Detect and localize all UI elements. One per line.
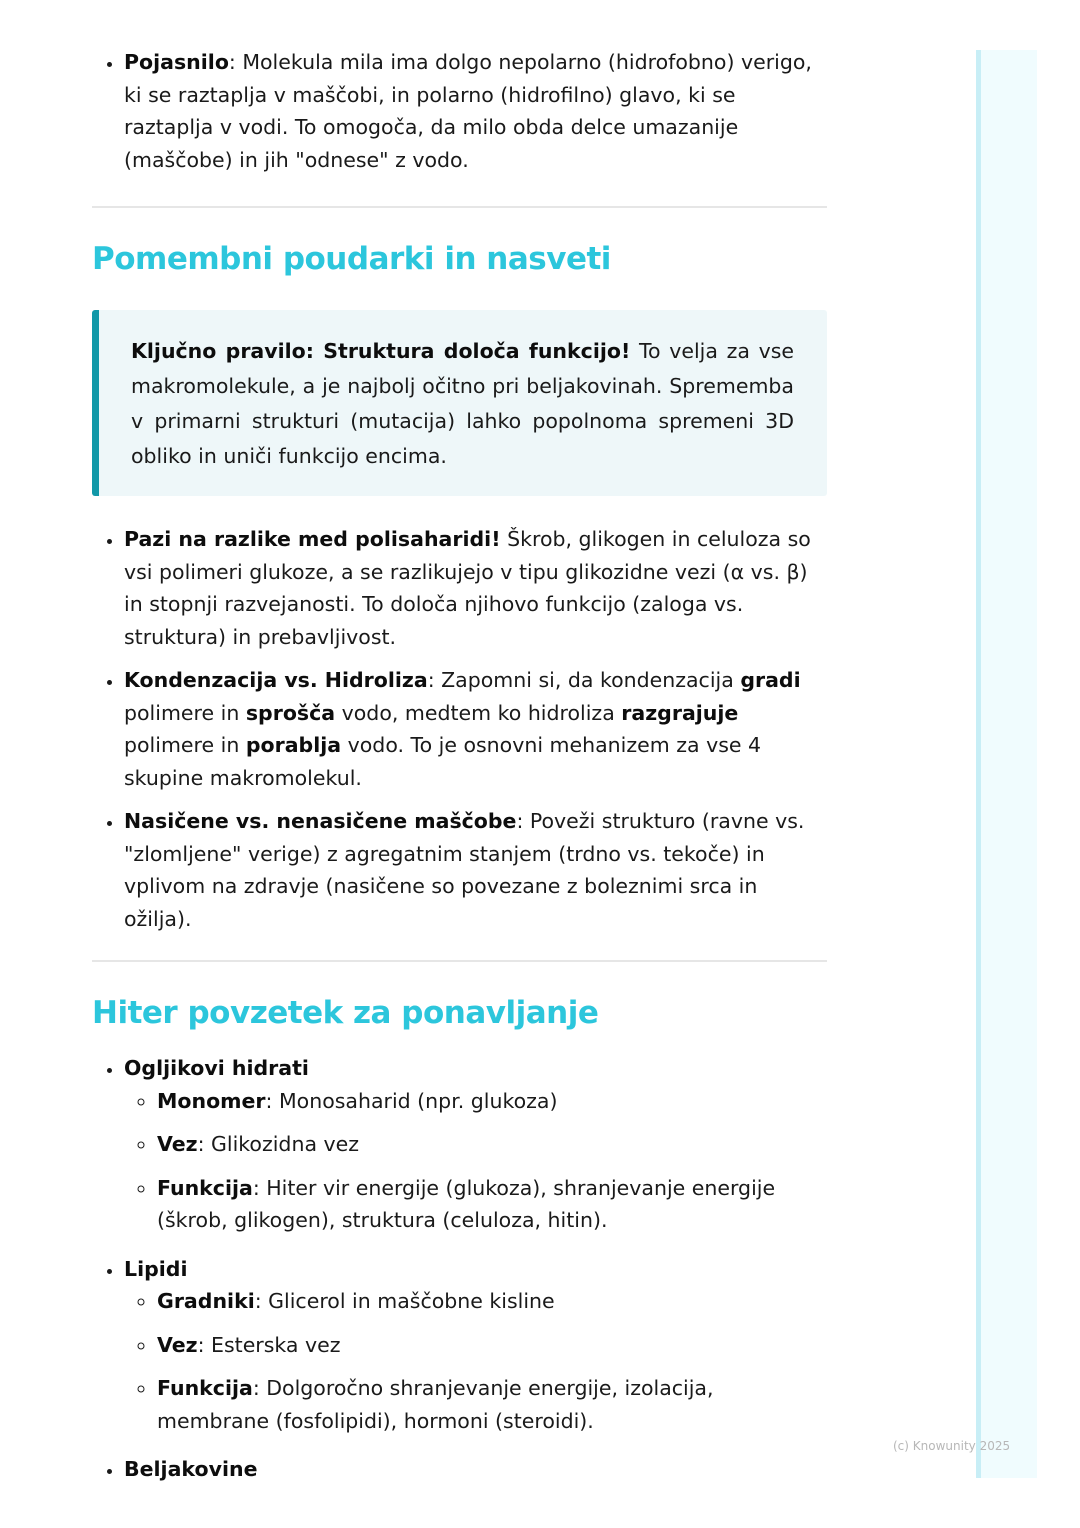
section-heading-tips: Pomembni poudarki in nasveti [92,241,611,277]
list-item [124,805,827,935]
group-title: Lipidi [124,1256,188,1281]
item-label: Vez [157,1132,198,1156]
item-text: : Hiter vir energije (glukoza), shranjevanje energije (škrob, glikogen), struktura (celuloza, hitin). [157,1175,776,1232]
bold-term: razgrajuje [621,700,739,725]
group-title: Ogljikovi hidrati [124,1056,309,1080]
list-item [124,46,827,176]
bullet-text: Škrob, glikogen in celuloza so vsi polimeri glukoze, a se razlikujejo v tipu glikozidne vezi (α vs. β) in stopnji razvejanosti. To določa njihovo funkcijo (zaloga vs. struktura) in prebavljivost. [124,527,811,649]
bullet-label: Kondenzacija vs. Hidroliza [124,668,428,692]
item-text: : Glikozidna vez [197,1132,360,1156]
bullet-text: vodo. To je osnovni mehanizem za vse 4 skupine makromolekul. [124,733,762,790]
item-label: Monomer [157,1088,266,1113]
sub-item [157,1172,827,1237]
summary-list [92,1052,827,1486]
item-text: : Dolgoročno shranjevanje energije, izolacija, membrane (fosfolipidi), hormoni (steroidi). [157,1376,714,1433]
bullet-label: Nasičene vs. nenasičene maščobe [124,809,517,833]
summary-group [124,1453,827,1486]
document-content [92,46,827,1497]
summary-group [124,1253,827,1438]
item-label: Funkcija [157,1175,253,1200]
bullet-label: Pojasnilo [124,50,229,74]
item-text: : Glicerol in maščobne kisline [254,1289,555,1313]
callout-bold: Ključno pravilo: Struktura določa funkcijo! [131,339,631,363]
side-panel [976,50,1037,1478]
copyright-footer: (c) Knowunity 2025 [893,1439,1011,1453]
sub-list [124,1285,827,1437]
bullet-text: vodo, medtem ko hidroliza [335,700,622,725]
tips-list [92,523,827,935]
bullet-text: : Poveži strukturo (ravne vs. "zlomljene" verige) z agregatnim stanjem (trdno vs. tekoče) in vplivom na zdravje (nasičene so povezane z boleznimi srca in ožilja). [124,809,805,931]
bullet-text: polimere in [124,733,246,757]
divider [92,206,827,208]
item-text: : Monosaharid (npr. glukoza) [265,1088,558,1113]
bold-term: porablja [245,733,342,757]
divider [92,960,827,962]
bold-term: sprošča [245,700,336,725]
bullet-text: : Molekula mila ima dolgo nepolarno (hidrofobno) verigo, ki se raztaplja v maščobi, in polarno (hidrofilno) glavo, ki se raztaplja v vodi. To omogoča, da milo obda delce umazanije (maščobe) in jih "odnese" z vodo. [124,50,812,172]
bullet-text: : Zapomni si, da kondenzacija [427,668,741,692]
item-label: Vez [157,1332,198,1357]
key-rule-callout [92,310,827,496]
callout-text: To velja za vse makromolekule, a je najbolj očitno pri beljakovinah. Sprememba v primarni strukturi (mutacija) lahko popolnoma spremeni 3D obliko in uniči funkcijo encima. [131,339,795,468]
sub-item [157,1329,827,1362]
item-text: : Esterska vez [197,1332,341,1357]
list-item [124,664,827,794]
intro-list [92,46,827,176]
sub-list [124,1085,827,1237]
item-label: Gradniki [157,1289,255,1313]
summary-group [124,1052,827,1237]
bold-term: gradi [740,668,801,692]
group-title: Beljakovine [124,1457,258,1481]
bullet-label: Pazi na razlike med polisaharidi! [124,527,501,551]
sub-item [157,1085,827,1118]
sub-item [157,1285,827,1318]
sub-item [157,1372,827,1437]
sub-item [157,1128,827,1161]
item-label: Funkcija [157,1376,253,1400]
list-item [124,523,827,653]
section-heading-summary: Hiter povzetek za ponavljanje [92,995,599,1031]
bullet-text: polimere in [124,700,246,725]
